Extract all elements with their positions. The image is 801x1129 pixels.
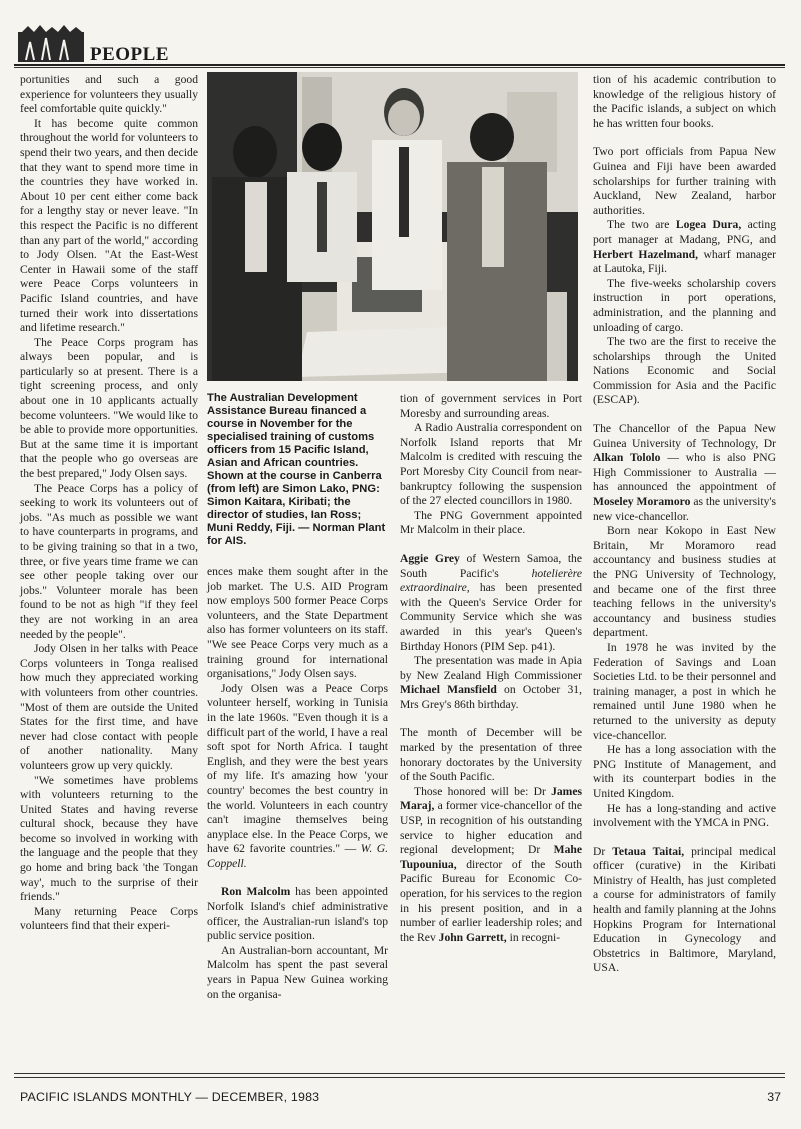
paragraph: Jody Olsen in her talks with Peace Corps volunteers in Tonga realised how much they appreciated working with volunteers from other countries. "Most of them are outside the United States for the first time, and have never had close contact with people of another nationality. Many volunteers grow up very quickly. <box>20 642 198 772</box>
paragraph-text: The Chancellor of the Papua New Guinea University of Technology, Dr <box>593 422 776 450</box>
paragraph-text: in recogni- <box>506 930 561 944</box>
paragraph-text: on October 31, Mrs Grey's 86th birthday. <box>400 683 582 711</box>
paragraph: He has a long association with the PNG Institute of Management, and with its counterpart bodies in the United Kingdom. <box>593 743 776 800</box>
paragraph-text: Jody Olsen was a Peace Corps volunteer herself, working in Tunisia in the late 1960s. "Even though it is a difficult part of the world, I have a real soft spot for North Africa. I taught English, and they were the best years of my life. It's amazing how 'your country' becomes the best country in the world. Volunteers in each country can't imagine themselves being anyplace else. In the Peace Corps, we have 62 favorite countries." — <box>207 681 388 856</box>
paragraph: He has a long-standing and active involvement with the YMCA in PNG. <box>593 801 776 830</box>
paragraph: The two are the first to receive the scholarships through the United Nations Economic and Social Commission for Asia and the Pacific (ESCAP). <box>593 335 776 407</box>
paragraph: Born near Kokopo in East New Britain, Mr Moramoro read accountancy and business studies at the PNG University of Technology, and became one of the first three teaching fellows in the university's accountancy and business studies department. <box>593 524 776 640</box>
paragraph: An Australian-born accountant, Mr Malcolm has spent the past several years in Papua New Guinea working on the organisa- <box>207 943 388 1001</box>
person-name: Ron Malcolm <box>221 885 291 899</box>
paragraph: "We sometimes have problems with volunteers returning to the United States and having reverse cultural shock, because they have become so involved in working with the language and the people that they go home and bring back 'the Tongan way', much to the surprise of their friends." <box>20 773 198 904</box>
paragraph-text: has been presented with the Queen's Service Order for Community Service which she was awarded in this year's Queen's Birthday Honors (PIM Sep. p41). <box>400 581 582 653</box>
paragraph-text: The two are <box>607 218 676 232</box>
photo-caption: The Australian Development Assistance Bureau financed a course in November for the specialised training of customs officers from 15 Pacific Island, Asian and African countries. Shown at the course in Canberra (from left) are Simon Lako, PNG: Simon Kaitara, Kiribati; the director of studies, Ian Ross; Muni Reddy, Fiji. — Norman Plant for AIS. <box>207 392 386 547</box>
paragraph-text: Those honored will be: Dr <box>414 784 552 798</box>
paragraph <box>593 845 776 976</box>
paragraph-text: acting port manager at Madang, PNG, and <box>593 218 776 246</box>
paragraph: The PNG Government appointed Mr Malcolm in their place. <box>400 508 582 537</box>
header-rule-thin <box>14 67 785 68</box>
paragraph-text: has been appointed Norfolk Island's chief administrative officer, the Australian-run island's top public service position. <box>207 885 388 943</box>
news-photo <box>207 72 578 381</box>
italic-text: hotelierère extraordinaire, <box>400 566 582 595</box>
paragraph-text: a former vice-chancellor of the USP, in recognition of his outstanding service to higher education and regional development; Dr <box>400 799 582 857</box>
paragraph: The Peace Corps has a policy of seeking to work its volunteers out of jobs. "As much as possible we want to have counterparts in programs, and to be giving training so that in a two, three, or five years time frame we can see other people taking over our jobs." Volunteer morale has been found to be not as high "if they feel they are not working in an area needed by the people". <box>20 481 198 641</box>
paragraph-text: principal medical officer (curative) in the Kiribati Ministry of Health, has just completed a course for administrators of family health and family planning at the Johns Hopkins Program for International Education in Gynecology and Obstetrics in Baltimore, Maryland, USA. <box>593 844 776 975</box>
paragraph: The five-weeks scholarship covers instruction in port operations, administration, and the planning and unloading of cargo. <box>593 276 776 334</box>
paragraph-text: director of the South Pacific Bureau for Economic Co-operation, for his services to the region in his present position, and in a number of earlier leadership roles; and the Rev <box>400 857 582 944</box>
page-number: 37 <box>767 1090 781 1104</box>
person-name: James Maraj, <box>400 784 582 813</box>
paragraph: tion of government services in Port Moresby and surrounding areas. <box>400 392 582 420</box>
paragraph: It has become quite common throughout the world for volunteers to spend their two years, and then decide that they want to spend more time in the countries they have worked in. About 10 per cent either come back for a lengthy stay or never leave. "In this respect the Pacific is no different than any part of the world," according to Jody Olsen. "At the East-West Center in Hawaii some of the staff were Peace Corps volunteers in Pacific Island countries, and have turned their work into dissertations and lifetime research." <box>20 116 198 335</box>
article-column-4 <box>593 73 776 976</box>
paragraph: tion of his academic contribution to knowledge of the religious history of the Pacific islands, a subject on which he has written four books. <box>593 73 776 130</box>
person-name: John Garrett, <box>438 930 507 944</box>
paragraph: The month of December will be marked by the presentation of three honorary doctorates by the University of the South Pacific. <box>400 726 582 784</box>
paragraph <box>400 552 582 654</box>
person-name: Logea Dura, <box>675 218 742 232</box>
person-name: Tetaua Taitai, <box>612 844 685 858</box>
paragraph-text: — who is also PNG High Commissioner to Australia — has announced the appointment of <box>593 451 776 494</box>
paragraph: In 1978 he was invited by the Federation of Savings and Loan Societies Ltd. to be their personnel and training manager, a post in which he remained until June 1980 when he returned to the university as deputy vice-chancellor. <box>593 640 776 742</box>
paragraph-text: of Western Samoa, the South Pacific's <box>400 551 582 580</box>
paragraph: Two port officials from Papua New Guinea and Fiji have been awarded scholarships for further training with Auckland, New Zealand, harbor authorities. <box>593 145 776 217</box>
masthead-logo <box>16 24 86 66</box>
paragraph-text: Dr <box>593 844 613 858</box>
paragraph <box>593 218 776 276</box>
paragraph: portunities and such a good experience for volunteers they usually feel comfortable quite quickly." <box>20 73 198 116</box>
article-column-1 <box>20 73 198 934</box>
paragraph: ences make them sought after in the job market. The U.S. AID Program now employs 500 former Peace Corps volunteers, and the State Department also has former volunteers on its staff. "We see Peace Corps very much as a training ground for international organisations," Jody Olsen says. <box>207 565 388 681</box>
paragraph-text: The presentation was made in Apia by New Zealand High Commissioner <box>400 654 582 682</box>
paragraph: A Radio Australia correspondent on Norfolk Island reports that Mr Malcolm is credited with rescuing the Port Moresby City Council from near-bankruptcy following the suspension of the 27 elected councillors in 1980. <box>400 421 582 508</box>
article-column-2 <box>207 565 388 1002</box>
person-name: Herbert Hazelmand, <box>593 247 699 261</box>
paragraph <box>400 785 582 946</box>
paragraph-text: wharf manager at Lautoka, Fiji. <box>593 247 776 276</box>
footer-rule <box>14 1073 785 1074</box>
paragraph <box>207 682 388 872</box>
byline: W. G. Coppell. <box>207 842 388 870</box>
paragraph <box>593 422 776 524</box>
person-name: Michael Mansfield <box>400 683 497 697</box>
header-rule <box>14 64 785 66</box>
paragraph: Many returning Peace Corps volunteers find that their experi- <box>20 904 198 933</box>
footer-rule-thin <box>14 1077 785 1078</box>
section-title: PEOPLE <box>90 44 170 65</box>
article-column-3 <box>400 392 582 945</box>
paragraph: The Peace Corps program has always been popular, and is particularly so at present. There is a tight screening process, and only about one in 10 applicants actually become volunteers. "We would like to be able to provide more opportunities. But at the same time it is important that the people who go overseas are the best prepared," Jody Olsen says. <box>20 335 198 481</box>
footer-publication: PACIFIC ISLANDS MONTHLY — DECEMBER, 1983 <box>20 1090 320 1104</box>
photo-illustration <box>207 72 578 381</box>
paragraph <box>207 885 388 943</box>
person-name: Moseley Moramoro <box>593 495 691 509</box>
person-name: Aggie Grey <box>400 551 460 565</box>
person-name: Alkan Tololo <box>593 451 661 465</box>
paragraph-text: as the university's new vice-chancellor. <box>593 495 776 523</box>
person-name: Mahe Tupouniua, <box>400 843 582 871</box>
paragraph <box>400 654 582 712</box>
